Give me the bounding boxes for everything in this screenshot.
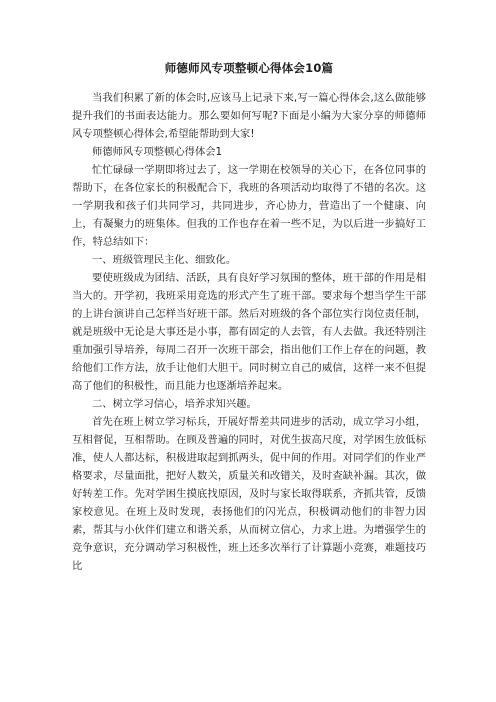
subheading-class-management: 一、班级管理民主化、细致化。 bbox=[92, 254, 237, 266]
intro-paragraph: 当我们积累了新的体会时,应该马上记录下来,写一篇心得体会,这么做能够提升我们的书面表达能力。那么要如何写呢?下面是小编为大家分享的师德师风专项整顿心得体会,希望能帮助到大家! bbox=[72, 92, 426, 140]
subheading-learning-confidence: 二、树立学习信心，培养求知兴趣。 bbox=[92, 398, 257, 410]
document-title: 师德师风专项整顿心得体会10篇 bbox=[164, 61, 334, 75]
document-page bbox=[72, 60, 426, 575]
section-heading: 师德师风专项整顿心得体会1 bbox=[92, 146, 223, 158]
body-paragraph: 要使班级成为团结、活跃，具有良好学习氛围的整体，班干部的作用是相当大的。开学初，我班采用竞选的形式产生了班干部。要求每个想当学生干部的上讲台演讲自己怎样当好班干部。然后对班级的各个部位实行岗位责任制，就是班级中无论是大事还是小事，都有固定的人去管，有人去做。我还特别注重加强引导培养，每周二召开一次班干部会，指出他们工作上存在的问题，教给他们工作方法，放手让他们大胆干。同时树立自己的威信，这样一来不但提高了他们的积极性，而且能力也逐渐培养起来。 bbox=[72, 272, 426, 392]
body-paragraph: 忙忙碌碌一学期即将过去了，这一学期在校领导的关心下，在各位同事的帮助下，在各位家长的积极配合下，我班的各项活动均取得了不错的名次。这一学期我和孩子们共同学习，共同进步，齐心协力，营造出了一个健康、向上，有凝聚力的班集体。但我的工作也存在着一些不足，为以后进一步搞好工作，特总结如下： bbox=[72, 164, 426, 248]
body-paragraph: 首先在班上树立学习标兵，开展好帮差共同进步的活动，成立学习小组，互相督促，互相帮助。在顾及普遍的同时，对优生拔高尺度，对学困生放低标准，使人人都达标，积极进取起到抓两头，促中间的作用。对同学们的作业严格要求，尽量面批，把好人数关，质量关和改错关，及时查缺补漏。其次，做好转差工作。先对学困生摸底找原因，及时与家长取得联系，齐抓共管，反馈家校意见。在班上及时发现，表扬他们的闪光点，积极调动他们的非智力因素，帮其与小伙伴们建立和谐关系，从而树立信心，力求上进。为增强学生的竞争意识，充分调动学习积极性，班上还多次举行了计算题小竞赛，难题技巧比 bbox=[72, 416, 426, 572]
